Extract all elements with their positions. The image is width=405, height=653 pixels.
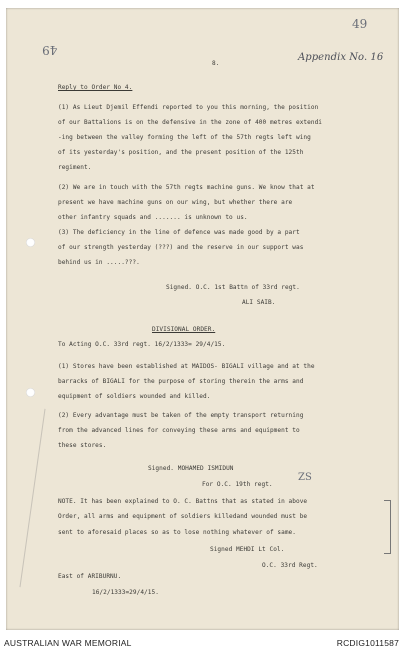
folio-number-rotated: 49 (42, 43, 58, 57)
orders-signature: Signed. MOHAMED ISMIDUN (148, 465, 234, 472)
reply-line: (2) We are in touch with the 57th regts machine guns. We know that at (58, 184, 315, 191)
pencil-bracket (384, 500, 391, 554)
orders-line: barracks of BIGALI for the purpose of storing therein the arms and (58, 378, 304, 385)
note-signature-title: O.C. 33rd Regt. (262, 562, 318, 569)
reply-line: (1) As Lieut Djemil Effendi reported to you this morning, the position (58, 104, 319, 111)
reply-signer: ALI SAIB. (242, 299, 276, 306)
date-line: 16/2/1333=29/4/15. (92, 589, 159, 596)
pencil-annotation: ZS (298, 472, 312, 483)
orders-heading: DIVISIONAL ORDER. (152, 326, 216, 333)
orders-to-line: To Acting O.C. 33rd regt. 16/2/1333= 29/4/15. (58, 341, 226, 348)
reply-line: regiment. (58, 164, 92, 171)
orders-line: these stores. (58, 442, 107, 449)
reply-line: (3) The deficiency in the line of defence was made good by a part (58, 229, 300, 236)
orders-line: equipment of soldiers wounded and killed. (58, 393, 211, 400)
reply-line: of our Battalions is on the defensive in the zone of 400 metres extendi (58, 119, 323, 126)
folio-number: 49 (352, 17, 368, 31)
footer-record-id: RCDIG1011587 (336, 638, 399, 648)
reply-line: other infantry squads and ....... is unknown to us. (58, 214, 248, 221)
reply-signature: Signed. O.C. 1st Battn of 33rd regt. (166, 284, 300, 291)
reply-line: present we have machine guns on our wing, but whether there are (58, 199, 293, 206)
note-line: NOTE. It has been explained to O. C. Battns that as stated in above (58, 498, 308, 505)
pencil-margin-line (19, 409, 45, 587)
punch-hole-bottom (26, 388, 35, 397)
appendix-label: Appendix No. 16 (298, 52, 384, 63)
footer-credit: AUSTRALIAN WAR MEMORIAL (4, 638, 132, 648)
note-line: sent to aforesaid places so as to lose nothing whatever of same. (58, 529, 296, 536)
reply-heading: Reply to Order No 4. (58, 84, 133, 91)
reply-line: -ing between the valley forming the left of the 57th regts left wing (58, 134, 311, 141)
note-line: Order, all arms and equipment of soldiers killedand wounded must be (58, 513, 308, 520)
orders-line: from the advanced lines for conveying these arms and equipment to (58, 427, 300, 434)
orders-line: (1) Stores have been established at MAIDOS- BIGALI village and at the (58, 363, 315, 370)
orders-for-line: For O.C. 19th regt. (202, 481, 273, 488)
reply-line: behind us in .....???. (58, 259, 140, 266)
place-line: East of ARIBURNU. (58, 573, 122, 580)
section-number: 8. (212, 60, 220, 67)
punch-hole-top (26, 238, 35, 247)
orders-line: (2) Every advantage must be taken of the empty transport returning (58, 412, 304, 419)
note-signature: Signed MEHDI Lt Col. (210, 546, 285, 553)
document-page (6, 8, 399, 630)
reply-line: of its yesterday's position, and the present position of the 125th (58, 149, 304, 156)
reply-line: of our strength yesterday (???) and the reserve in our support was (58, 244, 304, 251)
